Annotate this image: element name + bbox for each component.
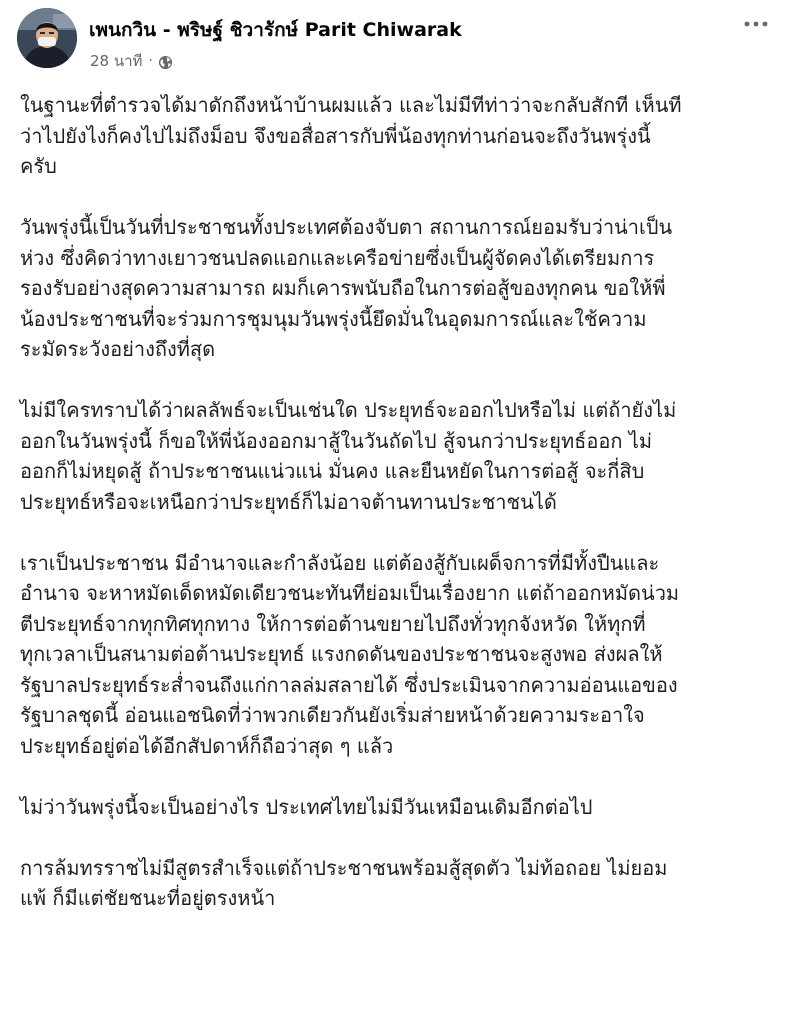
meta-separator: · [148, 53, 153, 69]
post-meta [90, 50, 173, 72]
post-options-button[interactable] [739, 14, 773, 34]
author-name[interactable]: เพนกวิน - พริษฐ์ ชิวารักษ์ Parit Chiwarak [89, 19, 462, 41]
post-timestamp[interactable]: 28 นาที [90, 52, 143, 70]
post-paragraph: ในฐานะที่ตำรวจได้มาดักถึงหน้าบ้านผมแล้ว และไม่มีทีท่าว่าจะกลับสักที เห็นที ว่าไปยังไงก็คงไปไม่ถึงม็อบ จึงขอสื่อสารกับพี่น้องทุกท่านก่อนจะถึงวันพรุ่งนี้ ครับ [20, 93, 682, 178]
post-paragraph: การล้มทรราชไม่มีสูตรสำเร็จแต่ถ้าประชาชนพร้อมสู้สุดตัว ไม่ท้อถอย ไม่ยอม แพ้ ก็มีแต่ชัยชนะที่อยู่ตรงหน้า [20, 855, 668, 910]
globe-icon[interactable] [158, 54, 173, 69]
post-paragraph: เราเป็นประชาชน มีอำนาจและกำลังน้อย แต่ต้องสู้กับเผด็จการที่มีทั้งปืนและ อำนาจ จะหาหมัดเด็ดหมัดเดียวชนะทันทีย่อมเป็นเรื่องยาก แต่ถ้าออกหมัดน่วม ตีประยุทธ์จากทุกทิศทุกทาง ให้การต่อต้านขยายไปถึงทั่วทุกจังหวัด ให้ทุกที่ ทุกเวลาเป็นสนามต่อต้านประยุทธ์ แรงกดดันของประชาชนจะสูงพอ ส่งผลให้ รัฐบาลประยุทธ์ระส่ำจนถึงแก่กาลล่มสลายได้ ซึ่งประเมินจากความอ่อนแอของ รัฐบาลชุดนี้ อ่อนแอชนิดที่ว่าพวกเดียวกันยังเริ่มส่ายหน้าด้วยความระอาใจ ประยุทธ์อยู่ต่อได้อีกสัปดาห์ก็ถือว่าสุด ๆ แล้ว [20, 550, 680, 758]
more-horizontal-icon [744, 21, 768, 27]
post-paragraph: วันพรุ่งนี้เป็นวันที่ประชาชนทั้งประเทศต้องจับตา สถานการณ์ยอมรับว่าน่าเป็น ห่วง ซึ่งคิดว่าทางเยาวชนปลดแอกและเครือข่ายซึ่งเป็นผู้จัดคงได้เตรียมการ รองรับอย่างสุดความสามารถ ผมก็เคารพนับถือในการต่อสู้ของทุกคน ขอให้พี่ น้องประชาชนที่จะร่วมการชุมนุมวันพรุ่งนี้ยึดมั่นในอุดมการณ์และใช้ความ ระมัดระวังอย่างถึงที่สุด [20, 215, 673, 361]
post-header [17, 8, 779, 72]
post-paragraph: ไม่ว่าวันพรุ่งนี้จะเป็นอย่างไร ประเทศไทยไม่มีวันเหมือนเดิมอีกต่อไป [20, 794, 593, 819]
author-avatar[interactable] [17, 8, 77, 68]
post-paragraph: ไม่มีใครทราบได้ว่าผลลัพธ์จะเป็นเช่นใด ประยุทธ์จะออกไปหรือไม่ แต่ถ้ายังไม่ ออกในวันพรุ่งนี้ ก็ขอให้พี่น้องออกมาสู้ในวันถัดไป สู้จนกว่าประยุทธ์ออก ไม่ ออกก็ไม่หยุดสู้ ถ้าประชาชนแน่วแน่ มั่นคง และยืนหยัดในการต่อสู้ จะกี่สิบ ประยุทธ์หรือจะเหนือกว่าประยุทธ์ก็ไม่อาจต้านทานประชาชนได้ [20, 398, 677, 514]
avatar-photo [17, 8, 77, 68]
post-body [20, 90, 782, 914]
